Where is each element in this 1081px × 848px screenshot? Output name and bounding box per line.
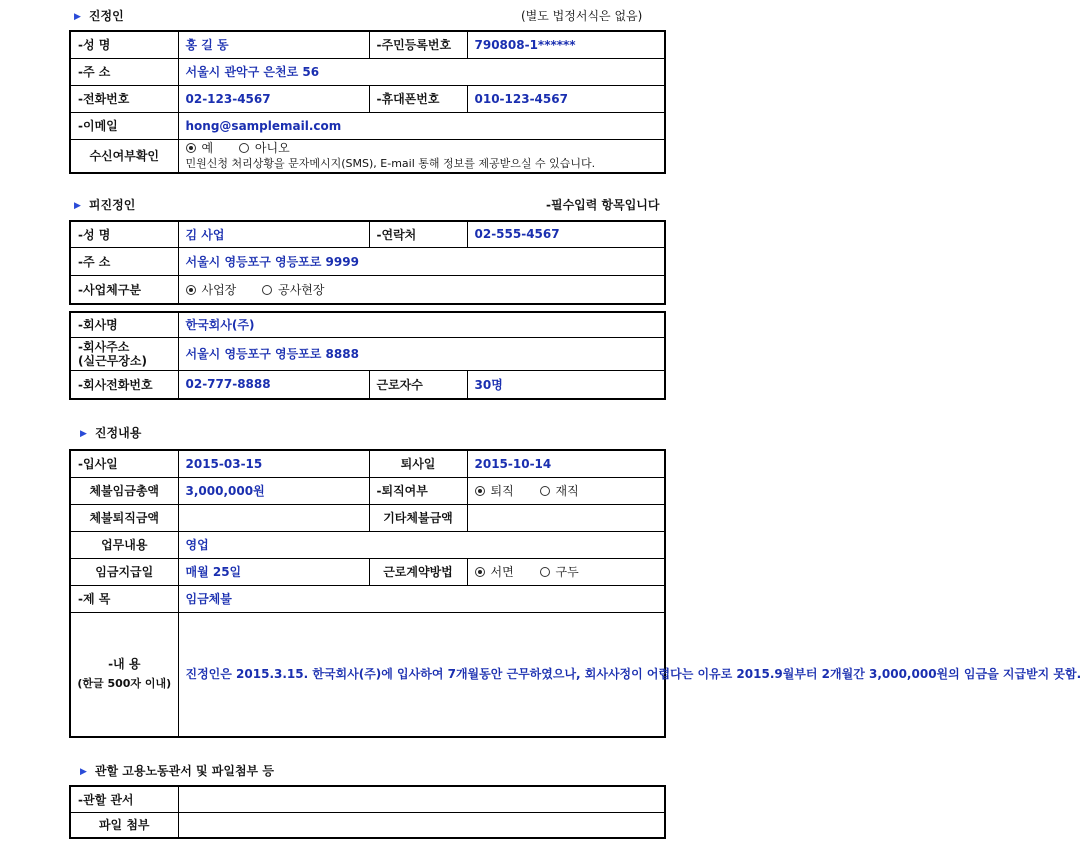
hire-date-field[interactable]: 2015-03-15 bbox=[178, 450, 369, 477]
respondent-address-field[interactable]: 서울시 영등포구 영등포로 9999 bbox=[178, 247, 665, 275]
content-label-line2: (한글 500자 이내) bbox=[77, 677, 172, 691]
written-option-label: 서면 bbox=[490, 565, 514, 579]
triangle-bullet-icon: ▶ bbox=[74, 12, 81, 22]
radio-empty-icon bbox=[540, 567, 550, 577]
type-radio-construction[interactable] bbox=[262, 281, 324, 298]
section-title-text: 진정인 bbox=[88, 9, 124, 23]
section-title-text: 피진정인 bbox=[88, 198, 136, 212]
required-note: -필수입력 항목입니다 bbox=[546, 198, 660, 212]
file-attach-field[interactable] bbox=[178, 812, 665, 838]
contract-radio-verbal[interactable] bbox=[540, 563, 579, 580]
company-table bbox=[69, 311, 666, 400]
contract-label: 근로계약방법 bbox=[369, 558, 467, 585]
phone-field[interactable]: 02-123-4567 bbox=[178, 85, 369, 112]
company-address-label-line1: -회사주소 bbox=[78, 339, 130, 354]
subject-field[interactable]: 임금체불 bbox=[178, 585, 665, 612]
payday-label: 임금지급일 bbox=[70, 558, 178, 585]
retired-radio-retired[interactable] bbox=[475, 482, 514, 499]
leave-date-field[interactable]: 2015-10-14 bbox=[467, 450, 665, 477]
respondent-address-label: -주 소 bbox=[70, 247, 178, 275]
respondent-contact-label: -연락처 bbox=[369, 221, 467, 247]
company-address-field[interactable]: 서울시 영등포구 영등포로 8888 bbox=[178, 337, 665, 370]
name-field[interactable]: 홍 길 동 bbox=[178, 31, 369, 58]
retired-radio-group bbox=[467, 477, 665, 504]
retired-option-label: 퇴직 bbox=[490, 484, 514, 498]
contract-radio-group bbox=[467, 558, 665, 585]
duty-field[interactable]: 영업 bbox=[178, 531, 665, 558]
radio-empty-icon bbox=[540, 486, 550, 496]
email-field[interactable]: hong@samplemail.com bbox=[178, 112, 665, 139]
email-label: -이메일 bbox=[70, 112, 178, 139]
business-type-radio-group bbox=[178, 275, 665, 304]
rrn-label: -주민등록번호 bbox=[369, 31, 467, 58]
consent-no-label: 아니오 bbox=[254, 140, 290, 155]
radio-empty-icon bbox=[239, 143, 249, 153]
radio-selected-icon bbox=[186, 143, 196, 153]
name-label: -성 명 bbox=[70, 31, 178, 58]
other-unpaid-label: 기타체불금액 bbox=[369, 504, 467, 531]
consent-radio-group bbox=[186, 141, 658, 156]
address-label: -주 소 bbox=[70, 58, 178, 85]
company-phone-field[interactable]: 02-777-8888 bbox=[178, 370, 369, 399]
duty-label: 업무내용 bbox=[70, 531, 178, 558]
content-label bbox=[70, 612, 178, 737]
retired-label: -퇴직여부 bbox=[369, 477, 467, 504]
content-field[interactable]: 진정인은 2015.3.15. 한국회사(주)에 입사하여 7개월동안 근무하였으나, 회사사정이 어렵다는 이유로 2015.9월부터 2개월간 3,000,000원의 임금을 지급받지 못함. bbox=[178, 612, 665, 737]
subject-label: -제 목 bbox=[70, 585, 178, 612]
type-construction-label: 공사현장 bbox=[278, 282, 325, 297]
complainant-note: (별도 법정서식은 없음) bbox=[521, 9, 643, 23]
unpaid-severance-label: 체불퇴직금액 bbox=[70, 504, 178, 531]
employed-option-label: 재직 bbox=[555, 484, 579, 498]
file-attach-label: 파일 첨부 bbox=[70, 812, 178, 838]
company-phone-label: -회사전화번호 bbox=[70, 370, 178, 399]
consent-radio-no[interactable] bbox=[239, 141, 290, 156]
triangle-bullet-icon: ▶ bbox=[80, 429, 87, 439]
triangle-bullet-icon: ▶ bbox=[74, 201, 81, 211]
radio-selected-icon bbox=[475, 567, 485, 577]
radio-empty-icon bbox=[262, 285, 272, 295]
section-title-office bbox=[80, 762, 274, 779]
office-field[interactable] bbox=[178, 786, 665, 812]
office-table bbox=[69, 785, 666, 839]
section-title-petition bbox=[80, 424, 141, 441]
company-address-label bbox=[70, 337, 178, 370]
mobile-field[interactable]: 010-123-4567 bbox=[467, 85, 665, 112]
unpaid-severance-field[interactable] bbox=[178, 504, 369, 531]
triangle-bullet-icon: ▶ bbox=[80, 767, 87, 777]
address-field[interactable]: 서울시 관악구 은천로 56 bbox=[178, 58, 665, 85]
company-name-label: -회사명 bbox=[70, 312, 178, 337]
payday-field[interactable]: 매월 25일 bbox=[178, 558, 369, 585]
consent-cell bbox=[178, 139, 665, 173]
radio-selected-icon bbox=[186, 285, 196, 295]
employees-label: 근로자수 bbox=[369, 370, 467, 399]
company-address-label-line2: (실근무장소) bbox=[78, 353, 147, 368]
leave-date-label: 퇴사일 bbox=[369, 450, 467, 477]
section-title-text: 관할 고용노동관서 및 파일첨부 등 bbox=[94, 764, 274, 778]
rrn-field[interactable]: 790808-1****** bbox=[467, 31, 665, 58]
section-title-complainant bbox=[74, 7, 124, 24]
mobile-label: -휴대폰번호 bbox=[369, 85, 467, 112]
unpaid-total-field[interactable]: 3,000,000원 bbox=[178, 477, 369, 504]
hire-date-label: -입사일 bbox=[70, 450, 178, 477]
respondent-contact-field[interactable]: 02-555-4567 bbox=[467, 221, 665, 247]
type-radio-workplace[interactable] bbox=[186, 281, 237, 298]
content-label-line1: -내 용 bbox=[108, 657, 141, 672]
other-unpaid-field[interactable] bbox=[467, 504, 665, 531]
contract-radio-written[interactable] bbox=[475, 563, 514, 580]
unpaid-total-label: 체불임금총액 bbox=[70, 477, 178, 504]
consent-radio-yes[interactable] bbox=[186, 141, 214, 156]
retired-radio-employed[interactable] bbox=[540, 482, 579, 499]
business-type-label: -사업체구분 bbox=[70, 275, 178, 304]
complainant-table bbox=[69, 30, 666, 174]
radio-selected-icon bbox=[475, 486, 485, 496]
section-title-text: 진정내용 bbox=[94, 426, 142, 440]
phone-label: -전화번호 bbox=[70, 85, 178, 112]
consent-yes-label: 예 bbox=[201, 140, 214, 155]
consent-description: 민원신청 처리상황을 문자메시지(SMS), E-mail 통해 정보를 제공받으실 수 있습니다. bbox=[185, 156, 596, 170]
employees-field[interactable]: 30명 bbox=[467, 370, 665, 399]
consent-label: 수신여부확인 bbox=[70, 139, 178, 173]
company-name-field[interactable]: 한국회사(주) bbox=[178, 312, 665, 337]
respondent-name-field[interactable]: 김 사업 bbox=[178, 221, 369, 247]
verbal-option-label: 구두 bbox=[555, 565, 579, 579]
type-workplace-label: 사업장 bbox=[201, 282, 237, 297]
section-title-respondent bbox=[74, 196, 135, 213]
office-label: -관할 관서 bbox=[70, 786, 178, 812]
respondent-name-label: -성 명 bbox=[70, 221, 178, 247]
petition-table bbox=[69, 449, 1081, 738]
respondent-table bbox=[69, 220, 666, 305]
